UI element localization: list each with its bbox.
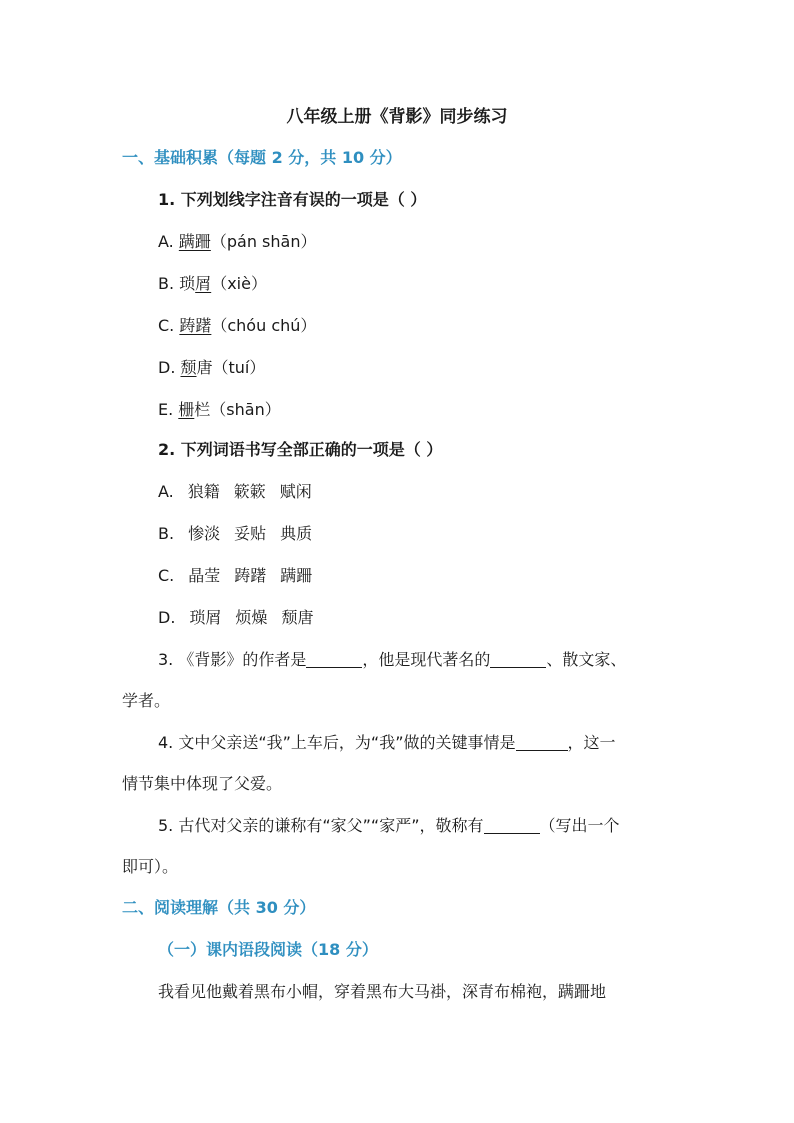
option-pinyin: 栏（shān）: [194, 400, 281, 419]
option-pinyin: （xiè）: [211, 274, 267, 293]
option-letter: A.: [158, 482, 174, 501]
subsection-heading-in-class-reading: （一）课内语段阅读（18 分）: [158, 940, 378, 959]
option-word: 惨淡: [188, 524, 221, 543]
question-5: [158, 815, 620, 837]
question-5-continuation: 即可）。: [122, 857, 179, 876]
q1-option-b: [158, 273, 267, 295]
option-letter: D.: [158, 358, 181, 377]
option-word: 晶莹: [188, 566, 221, 585]
option-word: 踌躇: [234, 566, 267, 585]
option-text: 琐: [179, 274, 196, 293]
q5-answer-blank[interactable]: [484, 815, 540, 834]
option-word: 典质: [280, 524, 313, 543]
reading-passage-line: 我看见他戴着黑布小帽，穿着黑布大马褂，深青布棉袍，蹒跚地: [158, 982, 607, 1001]
document-title: 八年级上册《背影》同步练习: [286, 107, 508, 127]
q3-text-3: 、散文家、: [546, 650, 627, 669]
q3-answer-blank-author[interactable]: [306, 649, 362, 668]
q4-answer-blank[interactable]: [516, 732, 568, 751]
section-heading-reading: 二、阅读理解（共 30 分）: [122, 898, 316, 917]
option-word: 簌簌: [233, 482, 266, 501]
option-letter: C.: [158, 566, 175, 585]
question-3: [158, 649, 626, 671]
option-word: 妥贴: [234, 524, 267, 543]
q2-option-c: [158, 565, 312, 587]
option-letter: A.: [158, 232, 179, 251]
question-3-continuation: 学者。: [122, 691, 171, 710]
option-pinyin: 唐（tuí）: [196, 358, 266, 377]
option-word: 颓唐: [281, 608, 314, 627]
option-letter: C.: [158, 316, 180, 335]
question-2-stem: 2. 下列词语书写全部正确的一项是（ ）: [158, 440, 443, 459]
question-1-stem: 1. 下列划线字注音有误的一项是（ ）: [158, 190, 427, 209]
option-word: 烦燥: [235, 608, 268, 627]
q3-text-2: ，他是现代著名的: [362, 650, 491, 669]
q3-answer-blank-identity[interactable]: [490, 649, 546, 668]
q1-option-a: [158, 231, 316, 253]
q3-text-1: 3. 《背影》的作者是: [158, 650, 307, 669]
option-letter: E.: [158, 400, 179, 419]
q1-option-e: [158, 399, 281, 421]
option-word: 狼籍: [187, 482, 220, 501]
q2-option-d: [158, 607, 313, 629]
q4-text-2: ，这一: [567, 733, 616, 752]
option-underlined-text: 颓: [180, 358, 197, 377]
option-letter: D.: [158, 608, 176, 627]
option-underlined-text: 屑: [195, 274, 212, 293]
question-4: [158, 732, 616, 754]
option-underlined-text: 栅: [178, 400, 195, 419]
q2-option-b: [158, 523, 312, 545]
q5-text-2: （写出一个: [539, 816, 620, 835]
option-letter: B.: [158, 274, 180, 293]
option-word: 赋闲: [279, 482, 312, 501]
q4-text-1: 4. 文中父亲送“我”上车后，为“我”做的关键事情是: [158, 733, 516, 752]
option-word: 琐屑: [189, 608, 222, 627]
q2-option-a: [158, 481, 312, 503]
option-word: 蹒跚: [280, 566, 313, 585]
question-4-continuation: 情节集中体现了父爱。: [122, 774, 283, 793]
q5-text-1: 5. 古代对父亲的谦称有“家父”“家严”，敬称有: [158, 816, 484, 835]
option-letter: B.: [158, 524, 175, 543]
option-pinyin: （pán shān）: [210, 232, 317, 251]
option-underlined-text: 蹒跚: [178, 232, 211, 251]
option-underlined-text: 踌躇: [179, 316, 212, 335]
option-pinyin: （chóu chú）: [211, 316, 317, 335]
q1-option-c: [158, 315, 316, 337]
section-heading-basics: 一、基础积累（每题 2 分，共 10 分）: [122, 148, 402, 167]
q1-option-d: [158, 357, 265, 379]
